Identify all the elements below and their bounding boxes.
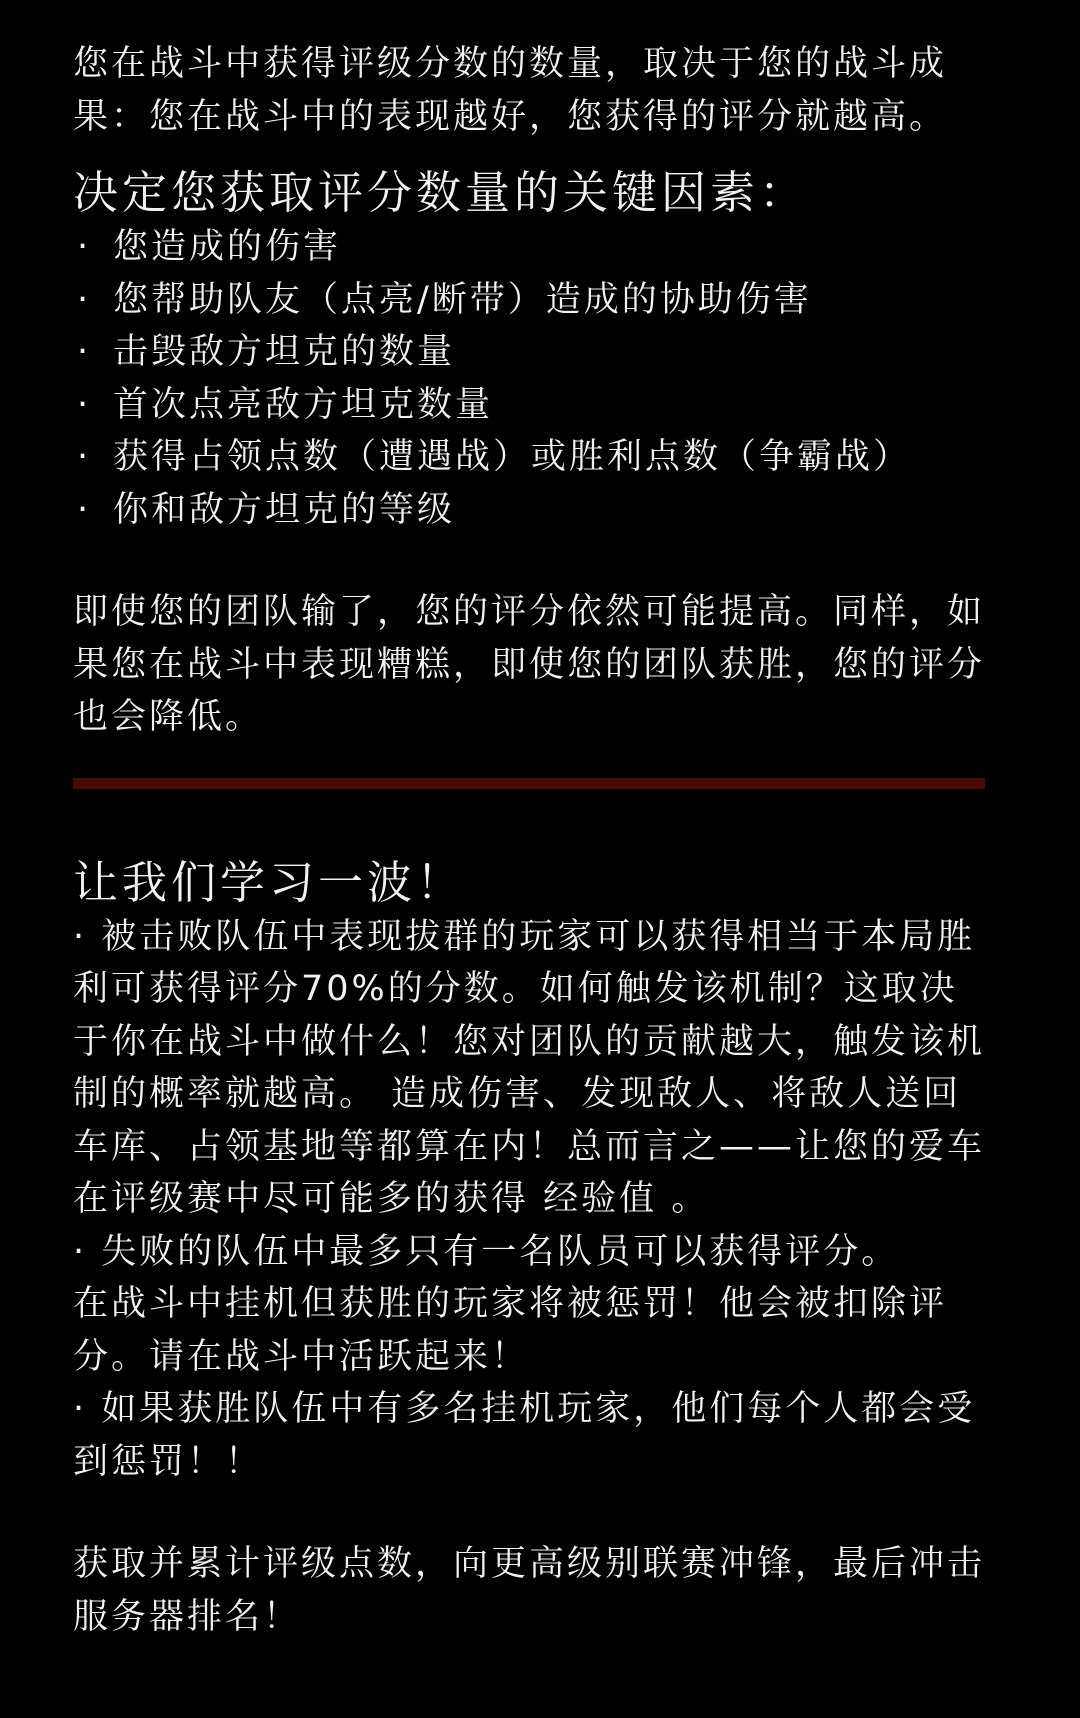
bullet-icon: · — [77, 332, 92, 372]
learn-paragraph-2: · 失败的队伍中最多只有一名队员可以获得评分。 — [73, 1231, 900, 1272]
bullet-icon: · — [77, 384, 92, 425]
bullet-icon: · — [77, 489, 92, 530]
intro-paragraph: 您在战斗中获得评级分数的数量，取决于您的战斗成果：您在战斗中的表现越好，您获得的评分就越高。 — [73, 44, 948, 137]
list-item-text: 获得占领点数（遭遇战）或胜利点数（争霸战） — [113, 437, 912, 477]
list-item — [73, 379, 988, 432]
list-item-text: 你和敌方坦克的等级 — [113, 489, 456, 530]
learn-paragraph-3: 在战斗中挂机但获胜的玩家将被惩罚！他会被扣除评分。请在战斗中活跃起来！ — [73, 1284, 948, 1377]
spacer — [73, 1488, 988, 1538]
list-item-text: 击毁敌方坦克的数量 — [113, 332, 456, 372]
spacer — [73, 789, 988, 855]
list-item — [73, 274, 988, 327]
list-item — [73, 221, 988, 274]
list-item — [73, 431, 988, 484]
spacer — [73, 143, 988, 165]
list-item — [73, 484, 988, 537]
learn-heading: 让我们学习一波！ — [73, 855, 466, 909]
factors-heading: 决定您获取评分数量的关键因素： — [73, 166, 809, 219]
outro-paragraph: 获取并累计评级点数，向更高级别联赛冲锋，最后冲击服务器排名！ — [73, 1544, 986, 1637]
bullet-icon: · — [77, 227, 92, 267]
list-item — [73, 326, 988, 379]
list-item-text: 首次点亮敌方坦克数量 — [113, 384, 494, 425]
section-divider — [73, 778, 985, 789]
learn-paragraph-1: · 被击败队伍中表现拔群的玩家可以获得相当于本局胜利可获得评分70%的分数。如何触发该机制？这取决于你在战斗中做什么！您对团队的贡献越大，触发该机制的概率就越高。 造成伤害、发现敌人、将敌人送回车库、占领基地等都算在内！总而言之——让您的爱车在评级赛中尽可能多的获得 经验值 。 — [73, 916, 986, 1219]
bullet-icon: · — [77, 437, 92, 477]
list-item-text: 您帮助队友（点亮/断带）造成的协助伤害 — [113, 279, 812, 320]
learn-paragraph-4: · 如果获胜队伍中有多名挂机玩家，他们每个人都会受到惩罚！！ — [73, 1389, 976, 1482]
note-paragraph: 即使您的团队输了，您的评分依然可能提高。同样，如果您在战斗中表现糟糕，即使您的团队获胜，您的评分也会降低。 — [73, 592, 986, 737]
spacer — [73, 536, 988, 586]
bullet-icon: · — [77, 279, 92, 320]
list-item-text: 您造成的伤害 — [113, 227, 342, 267]
factors-list — [73, 221, 988, 536]
